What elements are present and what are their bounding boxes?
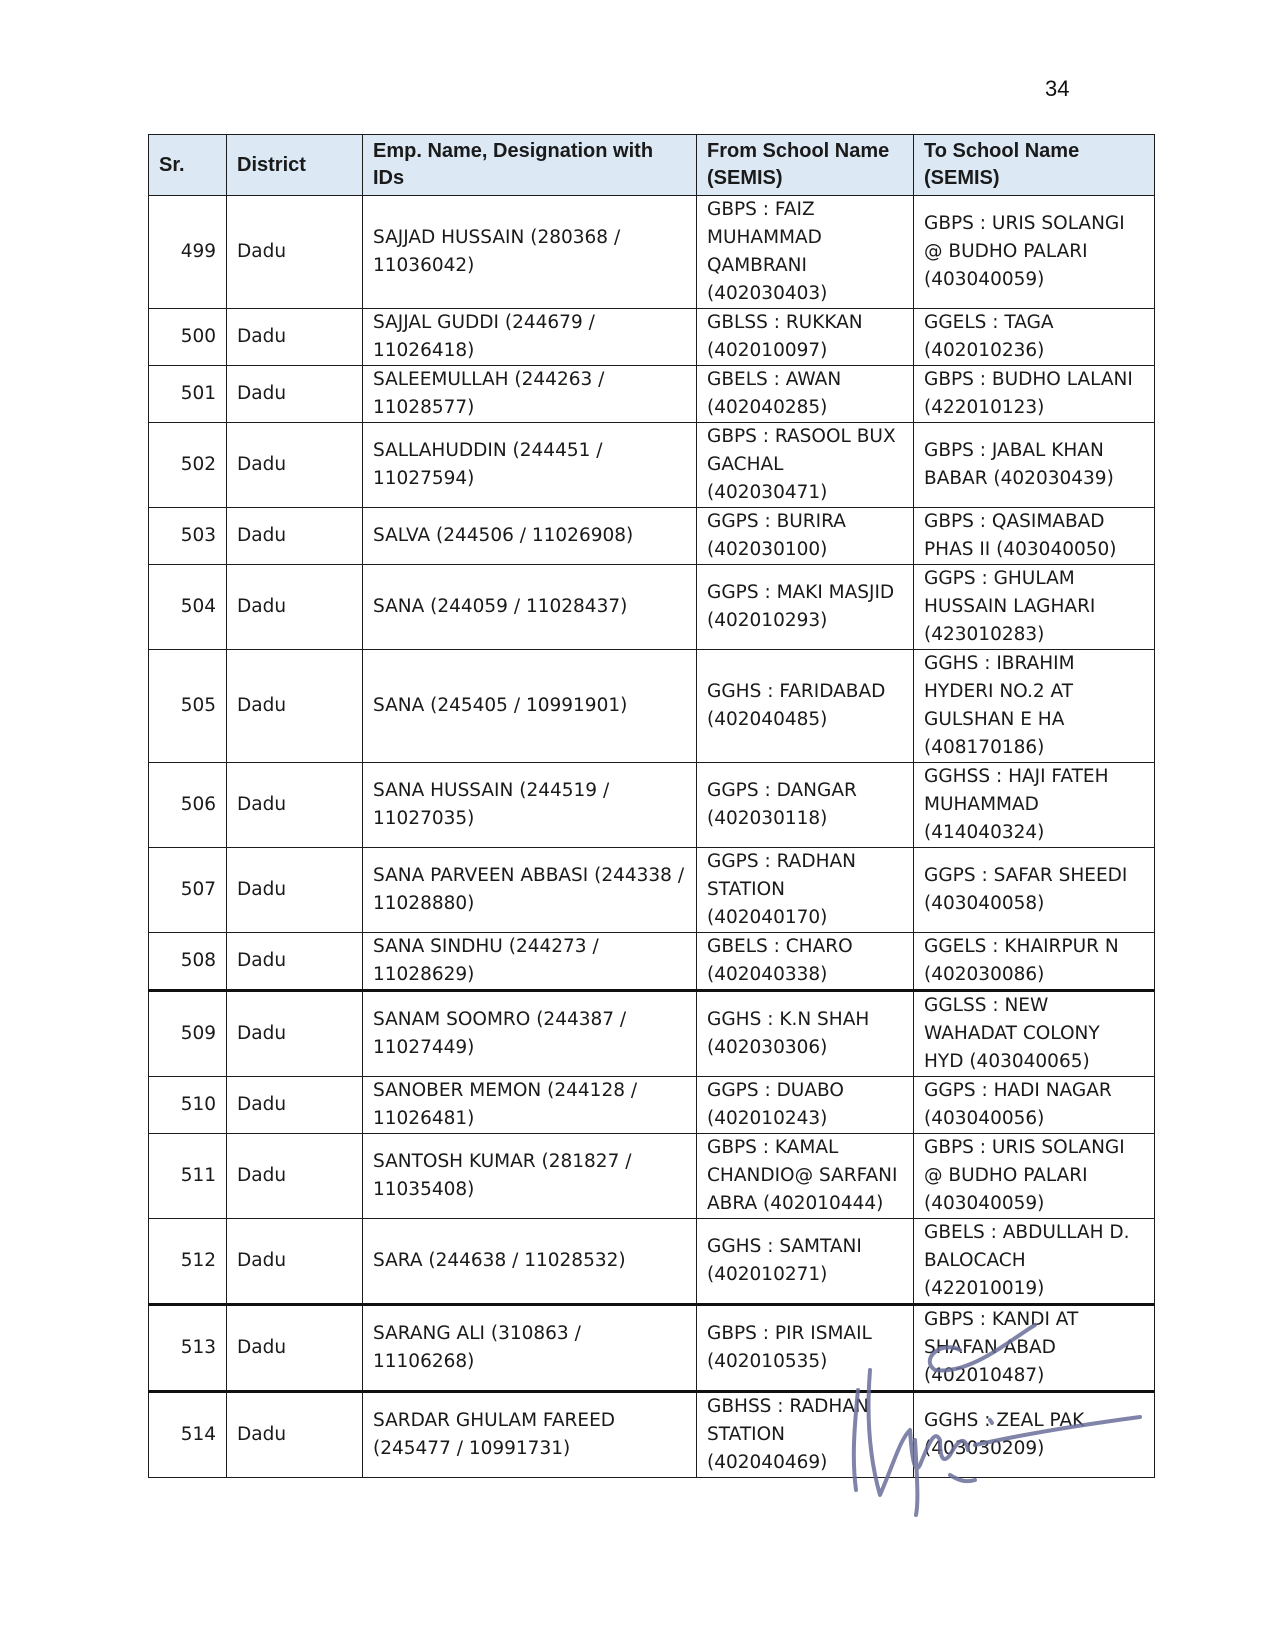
table-row [149,565,1155,650]
cell-to-school: GGPS : HADI NAGAR (403040056) [914,1077,1155,1134]
cell-to-school: GGPS : GHULAM HUSSAIN LAGHARI (423010283) [914,565,1155,650]
cell-district: Dadu [227,933,363,991]
cell-district: Dadu [227,565,363,650]
header-from-school: From School Name (SEMIS) [697,135,914,196]
cell-to-school: GBPS : URIS SOLANGI @ BUDHO PALARI (403040059) [914,1134,1155,1219]
cell-sr: 508 [149,933,227,991]
cell-from-school: GGPS : RADHAN STATION (402040170) [697,848,914,933]
cell-employee: SARDAR GHULAM FAREED (245477 / 10991731) [363,1392,697,1478]
cell-sr: 513 [149,1305,227,1392]
cell-from-school: GBPS : KAMAL CHANDIO@ SARFANI ABRA (402010444) [697,1134,914,1219]
cell-to-school: GGPS : SAFAR SHEEDI (403040058) [914,848,1155,933]
cell-sr: 510 [149,1077,227,1134]
cell-district: Dadu [227,650,363,763]
cell-from-school: GGHS : K.N SHAH (402030306) [697,991,914,1077]
table-row [149,763,1155,848]
cell-to-school: GGHSS : HAJI FATEH MUHAMMAD (414040324) [914,763,1155,848]
cell-employee: SANAM SOOMRO (244387 / 11027449) [363,991,697,1077]
table-row [149,1134,1155,1219]
cell-to-school: GGELS : KHAIRPUR N (402030086) [914,933,1155,991]
table-row [149,1305,1155,1392]
table-body [149,196,1155,1478]
cell-employee: SALLAHUDDIN (244451 / 11027594) [363,423,697,508]
cell-sr: 501 [149,366,227,423]
cell-from-school: GGHS : FARIDABAD (402040485) [697,650,914,763]
page-number: 34 [1045,76,1070,101]
table-row [149,1077,1155,1134]
cell-from-school: GBHSS : RADHAN STATION (402040469) [697,1392,914,1478]
table-row [149,1219,1155,1305]
table-row [149,848,1155,933]
table-row [149,196,1155,309]
cell-district: Dadu [227,1077,363,1134]
cell-employee: SALEEMULLAH (244263 / 11028577) [363,366,697,423]
cell-district: Dadu [227,309,363,366]
cell-from-school: GGHS : SAMTANI (402010271) [697,1219,914,1305]
cell-to-school: GBPS : URIS SOLANGI @ BUDHO PALARI (403040059) [914,196,1155,309]
cell-to-school: GBPS : BUDHO LALANI (422010123) [914,366,1155,423]
cell-employee: SARA (244638 / 11028532) [363,1219,697,1305]
cell-from-school: GBELS : AWAN (402040285) [697,366,914,423]
cell-to-school: GBPS : QASIMABAD PHAS II (403040050) [914,508,1155,565]
header-district: District [227,135,363,196]
cell-sr: 506 [149,763,227,848]
cell-sr: 514 [149,1392,227,1478]
table-header-row [149,135,1155,196]
cell-district: Dadu [227,423,363,508]
cell-employee: SAJJAD HUSSAIN (280368 / 11036042) [363,196,697,309]
cell-to-school: GGLSS : NEW WAHADAT COLONY HYD (403040065) [914,991,1155,1077]
cell-district: Dadu [227,1134,363,1219]
table-row [149,508,1155,565]
table-row [149,991,1155,1077]
cell-from-school: GBELS : CHARO (402040338) [697,933,914,991]
table-row [149,650,1155,763]
cell-employee: SANA (244059 / 11028437) [363,565,697,650]
cell-district: Dadu [227,991,363,1077]
cell-employee: SARANG ALI (310863 / 11106268) [363,1305,697,1392]
cell-sr: 500 [149,309,227,366]
cell-to-school: GBELS : ABDULLAH D. BALOCACH (422010019) [914,1219,1155,1305]
cell-from-school: GBPS : PIR ISMAIL (402010535) [697,1305,914,1392]
cell-district: Dadu [227,1392,363,1478]
cell-employee: SANA SINDHU (244273 / 11028629) [363,933,697,991]
cell-from-school: GBPS : RASOOL BUX GACHAL (402030471) [697,423,914,508]
cell-employee: SALVA (244506 / 11026908) [363,508,697,565]
table-row [149,309,1155,366]
cell-district: Dadu [227,848,363,933]
cell-to-school: GGHS : ZEAL PAK (403030209) [914,1392,1155,1478]
cell-sr: 502 [149,423,227,508]
transfer-table [148,134,1155,1478]
cell-employee: SANA (245405 / 10991901) [363,650,697,763]
cell-employee: SANA PARVEEN ABBASI (244338 / 11028880) [363,848,697,933]
cell-sr: 505 [149,650,227,763]
cell-sr: 499 [149,196,227,309]
header-to-school: To School Name (SEMIS) [914,135,1155,196]
cell-to-school: GBPS : JABAL KHAN BABAR (402030439) [914,423,1155,508]
cell-from-school: GGPS : DANGAR (402030118) [697,763,914,848]
cell-from-school: GBPS : FAIZ MUHAMMAD QAMBRANI (402030403) [697,196,914,309]
cell-from-school: GBLSS : RUKKAN (402010097) [697,309,914,366]
cell-to-school: GGHS : IBRAHIM HYDERI NO.2 AT GULSHAN E HA (408170186) [914,650,1155,763]
header-employee: Emp. Name, Designation with IDs [363,135,697,196]
cell-sr: 504 [149,565,227,650]
cell-employee: SANA HUSSAIN (244519 / 11027035) [363,763,697,848]
cell-from-school: GGPS : MAKI MASJID (402010293) [697,565,914,650]
cell-employee: SANTOSH KUMAR (281827 / 11035408) [363,1134,697,1219]
table-row [149,366,1155,423]
cell-from-school: GGPS : DUABO (402010243) [697,1077,914,1134]
cell-to-school: GGELS : TAGA (402010236) [914,309,1155,366]
cell-sr: 512 [149,1219,227,1305]
table-row [149,933,1155,991]
cell-district: Dadu [227,1219,363,1305]
cell-from-school: GGPS : BURIRA (402030100) [697,508,914,565]
cell-district: Dadu [227,196,363,309]
cell-sr: 509 [149,991,227,1077]
cell-employee: SANOBER MEMON (244128 / 11026481) [363,1077,697,1134]
table-row [149,1392,1155,1478]
table-row [149,423,1155,508]
cell-employee: SAJJAL GUDDI (244679 / 11026418) [363,309,697,366]
cell-district: Dadu [227,366,363,423]
cell-district: Dadu [227,508,363,565]
cell-to-school: GBPS : KANDI AT SHAFAN ABAD (402010487) [914,1305,1155,1392]
header-sr: Sr. [149,135,227,196]
cell-district: Dadu [227,1305,363,1392]
cell-sr: 503 [149,508,227,565]
cell-district: Dadu [227,763,363,848]
cell-sr: 507 [149,848,227,933]
cell-sr: 511 [149,1134,227,1219]
